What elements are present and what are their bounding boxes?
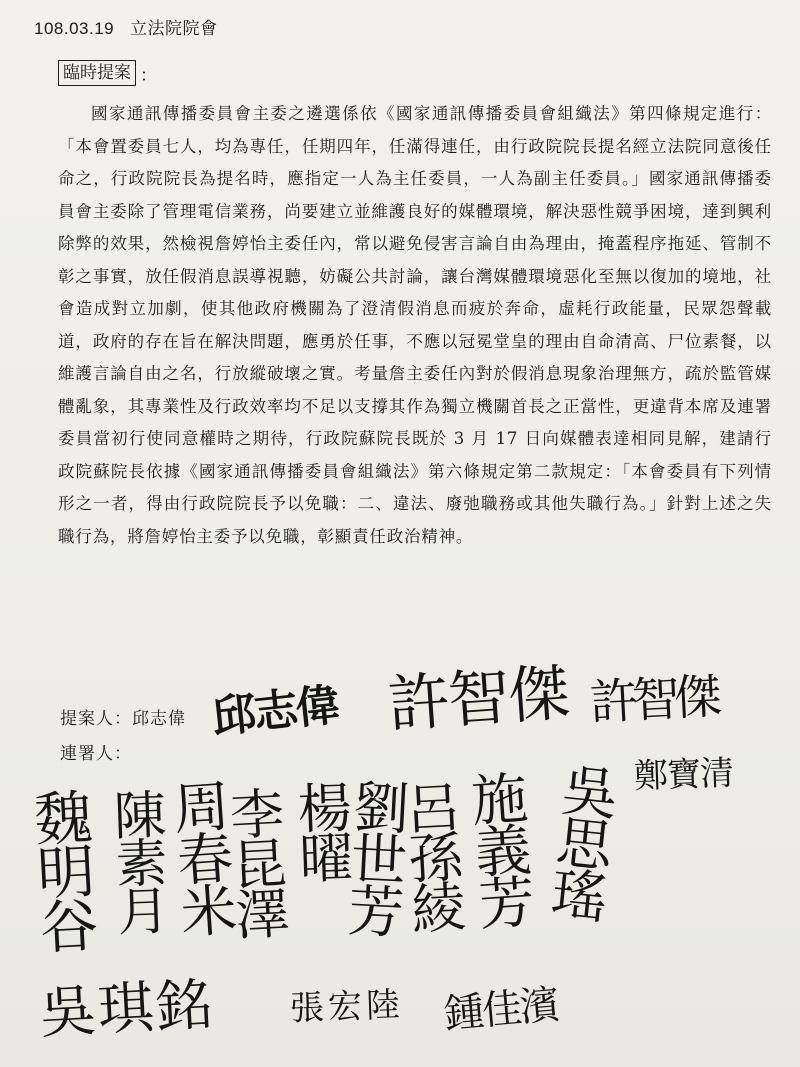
meeting-name: 立法院院會 [130,19,218,39]
document-header [34,14,218,39]
cosigner-signature: 呂孫綾 [396,778,467,932]
cosigner-signature: 施義芳 [460,767,537,929]
cosigner-signature: 吳思瑤 [540,759,621,922]
cosigner-signature: 吳琪銘 [38,972,216,1047]
cosigner-signature: 張宏陸 [289,985,405,1029]
motion-heading [58,60,157,86]
cosigner-signature: 魏明谷 [22,786,100,952]
cosigner-signature: 許智傑 [588,668,718,732]
proposer-signature: 邱志偉 [209,679,341,744]
motion-paragraph: 國家通訊傳播委員會主委之遴選係依《國家通訊傳播委員會組織法》第四條規定進行：「本會置委員七人，均為專任，任期四年，任滿得連任，由行政院院長提名經立法院同意後任命之，行政院院長為提名時，應指定一人為主任委員，一人為副主任委員。」國家通訊傳播委員會主委除了管理電信業務，尚要建立並維護良好的媒體環境，解決惡性競爭困境，達到興利除弊的效果，然檢視詹婷怡主委任內，常以避免侵害言論自由為理由，掩蓋程序拖延、管制不彰之事實，放任假消息誤導視聽，妨礙公共討論，讓台灣媒體環境惡化至無以復加的境地，社會造成對立加劇，使其他政府機關為了澄清假消息而疲於奔命，虛耗行政能量，民眾怨聲載道，政府的存在旨在解決問題，應勇於任事，不應以冠冕堂皇的理由自命清高、尸位素餐，以維護言論自由之名，行放縱破壞之實。考量詹主委任內對於假消息現象治理無方，疏於監管媒體亂象，其專業性及行政效率均不足以支撐其作為獨立機關首長之正當性，更違背本席及連署委員當初行使同意權時之期待，行政院蘇院長既於 3 月 17 日向媒體表達相同見解，建請行政院蘇院長依據《國家通訊傳播委員會組織法》第六條規定第二款規定：「本會委員有下列情形之一者，得由行政院院長予以免職：二、違法、廢弛職務或其他失職行為。」針對上述之失職行為，將詹婷怡主委予以免職，彰顯責任政治精神。 [58,104,772,546]
motion-label-box: 臨時提案 [58,60,136,86]
cosigner-signature: 楊曜 [288,778,355,882]
cosigners-label: 連署人： [60,744,132,764]
cosigner-signature: 李昆澤 [220,784,291,938]
cosigner-signature: 許智傑 [385,655,571,742]
cosigner-signature: 陳素月 [103,786,169,934]
cosigner-signature: 鍾佳濱 [442,982,560,1038]
cosigner-signature: 劉世芳 [337,776,412,936]
meeting-date: 108.03.19 [34,19,115,38]
cosigner-signature: 周春米 [162,775,239,937]
proposer-label: 提案人：邱志偉 [60,709,186,729]
motion-colon: ： [140,65,157,86]
cosigner-signature: 鄭寶清 [633,753,734,797]
motion-body [58,98,772,553]
